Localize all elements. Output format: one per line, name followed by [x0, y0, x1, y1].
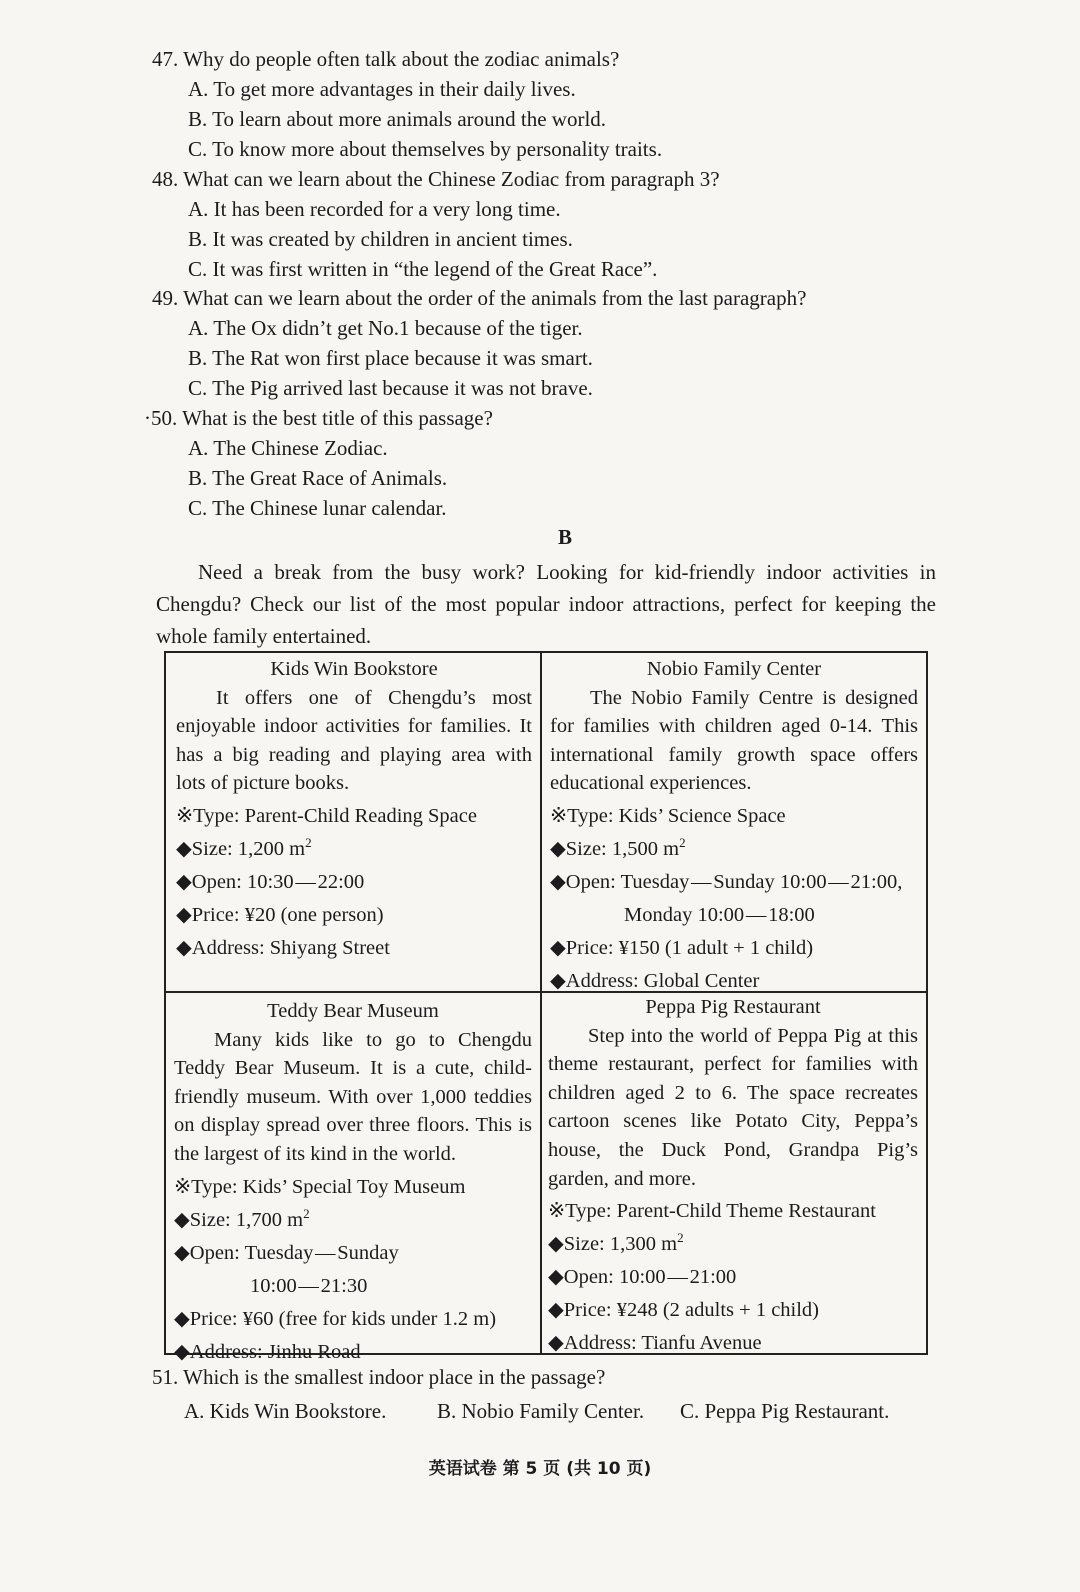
place-price: ◆Price: ¥248 (2 adults + 1 child)	[548, 1299, 820, 1322]
place-description: The Nobio Family Centre is designed for families with children aged 0-14. This international family growth space offers educational experiences.	[550, 686, 918, 795]
place-open: ◆Open: Tuesday — Sunday	[174, 1241, 399, 1264]
place-type: ※Type: Parent-Child Reading Space	[176, 804, 477, 827]
question-51-option-a: A. Kids Win Bookstore.	[184, 1399, 387, 1423]
page-footer: 英语试卷 第 5 页 (共 10 页)	[428, 1459, 652, 1479]
question-49-option-c: C. The Pig arrived last because it was not brave.	[188, 376, 593, 400]
place-price: ◆Price: ¥60 (free for kids under 1.2 m)	[174, 1307, 497, 1330]
question-47-stem: 47. Why do people often talk about the zodiac animals?	[152, 47, 620, 71]
place-cell-nobio	[550, 655, 918, 998]
place-size: ◆Size: 1,300 $m^2$	[548, 1230, 684, 1256]
place-description: It offers one of Chengdu’s most enjoyable indoor activities for families. It has a big reading and playing area with lots of picture books.	[176, 686, 532, 795]
place-cell-bookstore	[176, 655, 532, 965]
place-title: Peppa Pig Restaurant	[645, 996, 821, 1018]
place-description: Step into the world of Peppa Pig at this theme restaurant, perfect for families with children aged 2 to 6. The space recreates cartoon scenes like Potato City, Peppa’s house, the Duck Pond, Grandpa Pig’s garden, and more.	[548, 1024, 918, 1190]
place-price: ◆Price: ¥20 (one person)	[176, 903, 384, 926]
question-48-option-c: C. It was first written in “the legend of the Great Race”.	[188, 257, 658, 281]
question-50-option-b: B. The Great Race of Animals.	[188, 466, 448, 490]
question-47-option-a: A. To get more advantages in their daily lives.	[188, 77, 576, 101]
place-type: ※Type: Kids’ Science Space	[550, 804, 786, 827]
question-49-option-b: B. The Rat won first place because it was smart.	[188, 346, 593, 370]
places-table	[164, 651, 928, 1363]
place-description: Many kids like to go to Chengdu Teddy Bear Museum. It is a cute, child-friendly museum. With over 1,000 teddies on display spread over three floors. This is the largest of its kind in the world.	[174, 1028, 532, 1165]
place-price: ◆Price: ¥150 (1 adult + 1 child)	[550, 936, 814, 959]
question-48-option-b: B. It was created by children in ancient times.	[188, 227, 573, 251]
place-open: ◆Open: 10:00 — 21:00	[548, 1266, 737, 1289]
question-47-option-c: C. To know more about themselves by personality traits.	[188, 137, 663, 161]
place-cell-teddy-bear	[174, 997, 532, 1369]
question-50-stem: ·50. What is the best title of this passage?	[144, 406, 493, 430]
place-title: Teddy Bear Museum	[267, 1000, 439, 1022]
place-title: Nobio Family Center	[646, 658, 822, 680]
question-51-option-c: C. Peppa Pig Restaurant.	[680, 1399, 890, 1423]
question-51-stem: 51. Which is the smallest indoor place in the passage?	[152, 1365, 606, 1389]
place-type: ※Type: Parent-Child Theme Restaurant	[548, 1200, 876, 1223]
question-49-option-a: A. The Ox didn’t get No.1 because of the tiger.	[188, 316, 583, 340]
place-address: ◆Address: Global Center	[550, 969, 760, 992]
place-address: ◆Address: Shiyang Street	[176, 936, 390, 959]
question-48-option-a: A. It has been recorded for a very long time.	[188, 197, 561, 221]
question-48-stem: 48. What can we learn about the Chinese Zodiac from paragraph 3?	[152, 167, 720, 191]
place-address: ◆Address: Jinhu Road	[174, 1340, 361, 1363]
place-cell-peppa-pig	[548, 993, 918, 1360]
place-type: ※Type: Kids’ Special Toy Museum	[174, 1175, 466, 1198]
place-open-extra: 10:00 — 21:30	[250, 1274, 368, 1297]
place-title: Kids Win Bookstore	[270, 658, 438, 680]
place-address: ◆Address: Tianfu Avenue	[548, 1332, 762, 1355]
place-open-extra: Monday 10:00 — 18:00	[624, 903, 815, 926]
section-heading: B	[557, 525, 572, 549]
place-open: ◆Open: Tuesday — Sunday 10:00 — 21:00,	[550, 870, 903, 893]
place-size: ◆Size: 1,200 $m^2$	[176, 835, 312, 860]
question-50-option-c: C. The Chinese lunar calendar.	[188, 496, 447, 520]
table-divider-vertical	[540, 653, 542, 1353]
place-size: ◆Size: 1,500 $m^2$	[550, 835, 686, 860]
question-49-stem: 49. What can we learn about the order of the animals from the last paragraph?	[152, 286, 807, 310]
question-51-option-b: B. Nobio Family Center.	[437, 1399, 645, 1423]
question-50-option-a: A. The Chinese Zodiac.	[188, 436, 388, 460]
place-open: ◆Open: 10:30 — 22:00	[176, 870, 365, 893]
question-47-option-b: B. To learn about more animals around the world.	[188, 107, 607, 131]
section-intro: Need a break from the busy work? Looking for kid-friendly indoor activities in Chengdu? Check our list of the most popular indoor attractions, perfect for keeping the whole family entertained.	[156, 560, 936, 648]
place-size: ◆Size: 1,700 $m^2$	[174, 1205, 310, 1231]
